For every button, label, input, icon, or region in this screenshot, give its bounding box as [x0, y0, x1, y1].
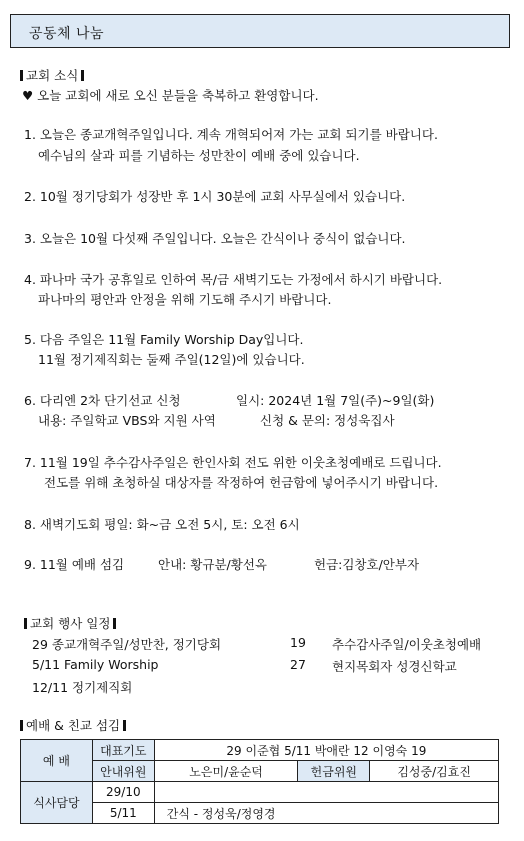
- meal-date-1: 29/10: [92, 782, 154, 803]
- news-item-9-usher: 안내: 황규분/황선옥: [158, 557, 267, 572]
- table-row: [21, 761, 499, 782]
- events-heading: 교회 행사 일정: [24, 614, 116, 632]
- usher-label: 안내위원: [92, 761, 154, 782]
- offering-label: 헌금위원: [298, 761, 370, 782]
- news-item-1: 1. 오늘은 종교개혁주일입니다. 계속 개혁되어져 가는 교회 되기를 바랍니다.: [24, 127, 438, 142]
- news-item-6-date: 일시: 2024년 1월 7일(주)~9일(화): [236, 393, 435, 408]
- event-left-3: 12/11 정기제직회: [32, 680, 133, 695]
- news-item-7: 7. 11월 19일 추수감사주일은 한인사회 전도 위한 이웃초청예배로 드립니다.: [24, 455, 442, 470]
- usher-value: 노은미/윤순덕: [154, 761, 298, 782]
- heading-bar-icon: [24, 618, 27, 629]
- news-item-3: 3. 오늘은 10월 다섯째 주일입니다. 오늘은 간식이나 중식이 없습니다.: [24, 231, 406, 246]
- news-item-2: 2. 10월 정기당회가 성장반 후 1시 30분에 교회 사무실에서 있습니다.: [24, 189, 406, 204]
- event-left-1: 29 종교개혁주일/성만찬, 정기당회: [32, 637, 222, 652]
- meal-value-2: 간식 - 정성욱/정영경: [154, 803, 498, 824]
- table-row: [21, 740, 499, 761]
- heading-bar-icon: [20, 70, 23, 81]
- news-heading: 교회 소식: [20, 66, 84, 84]
- news-item-4-cont: 파나마의 평안과 안정을 위해 기도해 주시기 바랍니다.: [38, 292, 332, 307]
- event-left-2: 5/11 Family Worship: [32, 657, 159, 672]
- event-right-2-text: 현지목회자 성경신학교: [332, 659, 457, 674]
- table-row: [21, 803, 499, 824]
- news-item-1-cont: 예수님의 살과 피를 기념하는 성만찬이 예배 중에 있습니다.: [38, 148, 360, 163]
- section-title: 공동체 나눔: [29, 26, 105, 42]
- news-item-7-cont: 전도를 위해 초청하실 대상자를 작정하여 헌금함에 넣어주시기 바랍니다.: [44, 475, 439, 490]
- news-item-8: 8. 새벽기도회 평일: 화~금 오전 5시, 토: 오전 6시: [24, 517, 300, 532]
- news-item-4: 4. 파나마 국가 공휴일로 인하여 목/금 새벽기도는 가정에서 하시기 바랍니다.: [24, 272, 443, 287]
- event-right-1-date: 19: [290, 635, 306, 650]
- meal-value-1: [154, 782, 498, 803]
- meal-date-2: 5/11: [92, 803, 154, 824]
- meal-label: 식사담당: [21, 782, 93, 824]
- rep-value: 29 이준협 5/11 박애란 12 이영숙 19: [154, 740, 498, 761]
- news-item-9-offering: 헌금:김창호/안부자: [314, 557, 420, 572]
- news-item-5: 5. 다음 주일은 11월 Family Worship Day입니다.: [24, 332, 304, 347]
- rep-label: 대표기도: [92, 740, 154, 761]
- news-item-6-cont: 내용: 주일학교 VBS와 지원 사역: [38, 413, 216, 428]
- offering-value: 김성중/김효진: [370, 761, 499, 782]
- section-header: [10, 14, 510, 48]
- heading-bar-icon: [113, 618, 116, 629]
- heading-bar-icon: [123, 720, 126, 731]
- news-item-6-contact: 신청 & 문의: 정성욱집사: [260, 413, 395, 428]
- service-table: [20, 739, 499, 824]
- service-heading: 예배 & 친교 섬김: [20, 716, 126, 734]
- event-right-2-date: 27: [290, 657, 306, 672]
- worship-label: 예 배: [21, 740, 93, 782]
- event-right-1-text: 추수감사주일/이웃초청예배: [332, 637, 482, 652]
- news-item-5-cont: 11월 정기제직회는 둘째 주일(12일)에 있습니다.: [38, 352, 305, 367]
- heading-bar-icon: [20, 720, 23, 731]
- table-row: [21, 782, 499, 803]
- news-item-6: 6. 다리엔 2차 단기선교 신청: [24, 393, 181, 408]
- welcome-text: ♥ 오늘 교회에 새로 오신 분들을 축복하고 환영합니다.: [22, 88, 319, 103]
- news-item-9: 9. 11월 예배 섬김: [24, 557, 125, 572]
- heading-bar-icon: [81, 70, 84, 81]
